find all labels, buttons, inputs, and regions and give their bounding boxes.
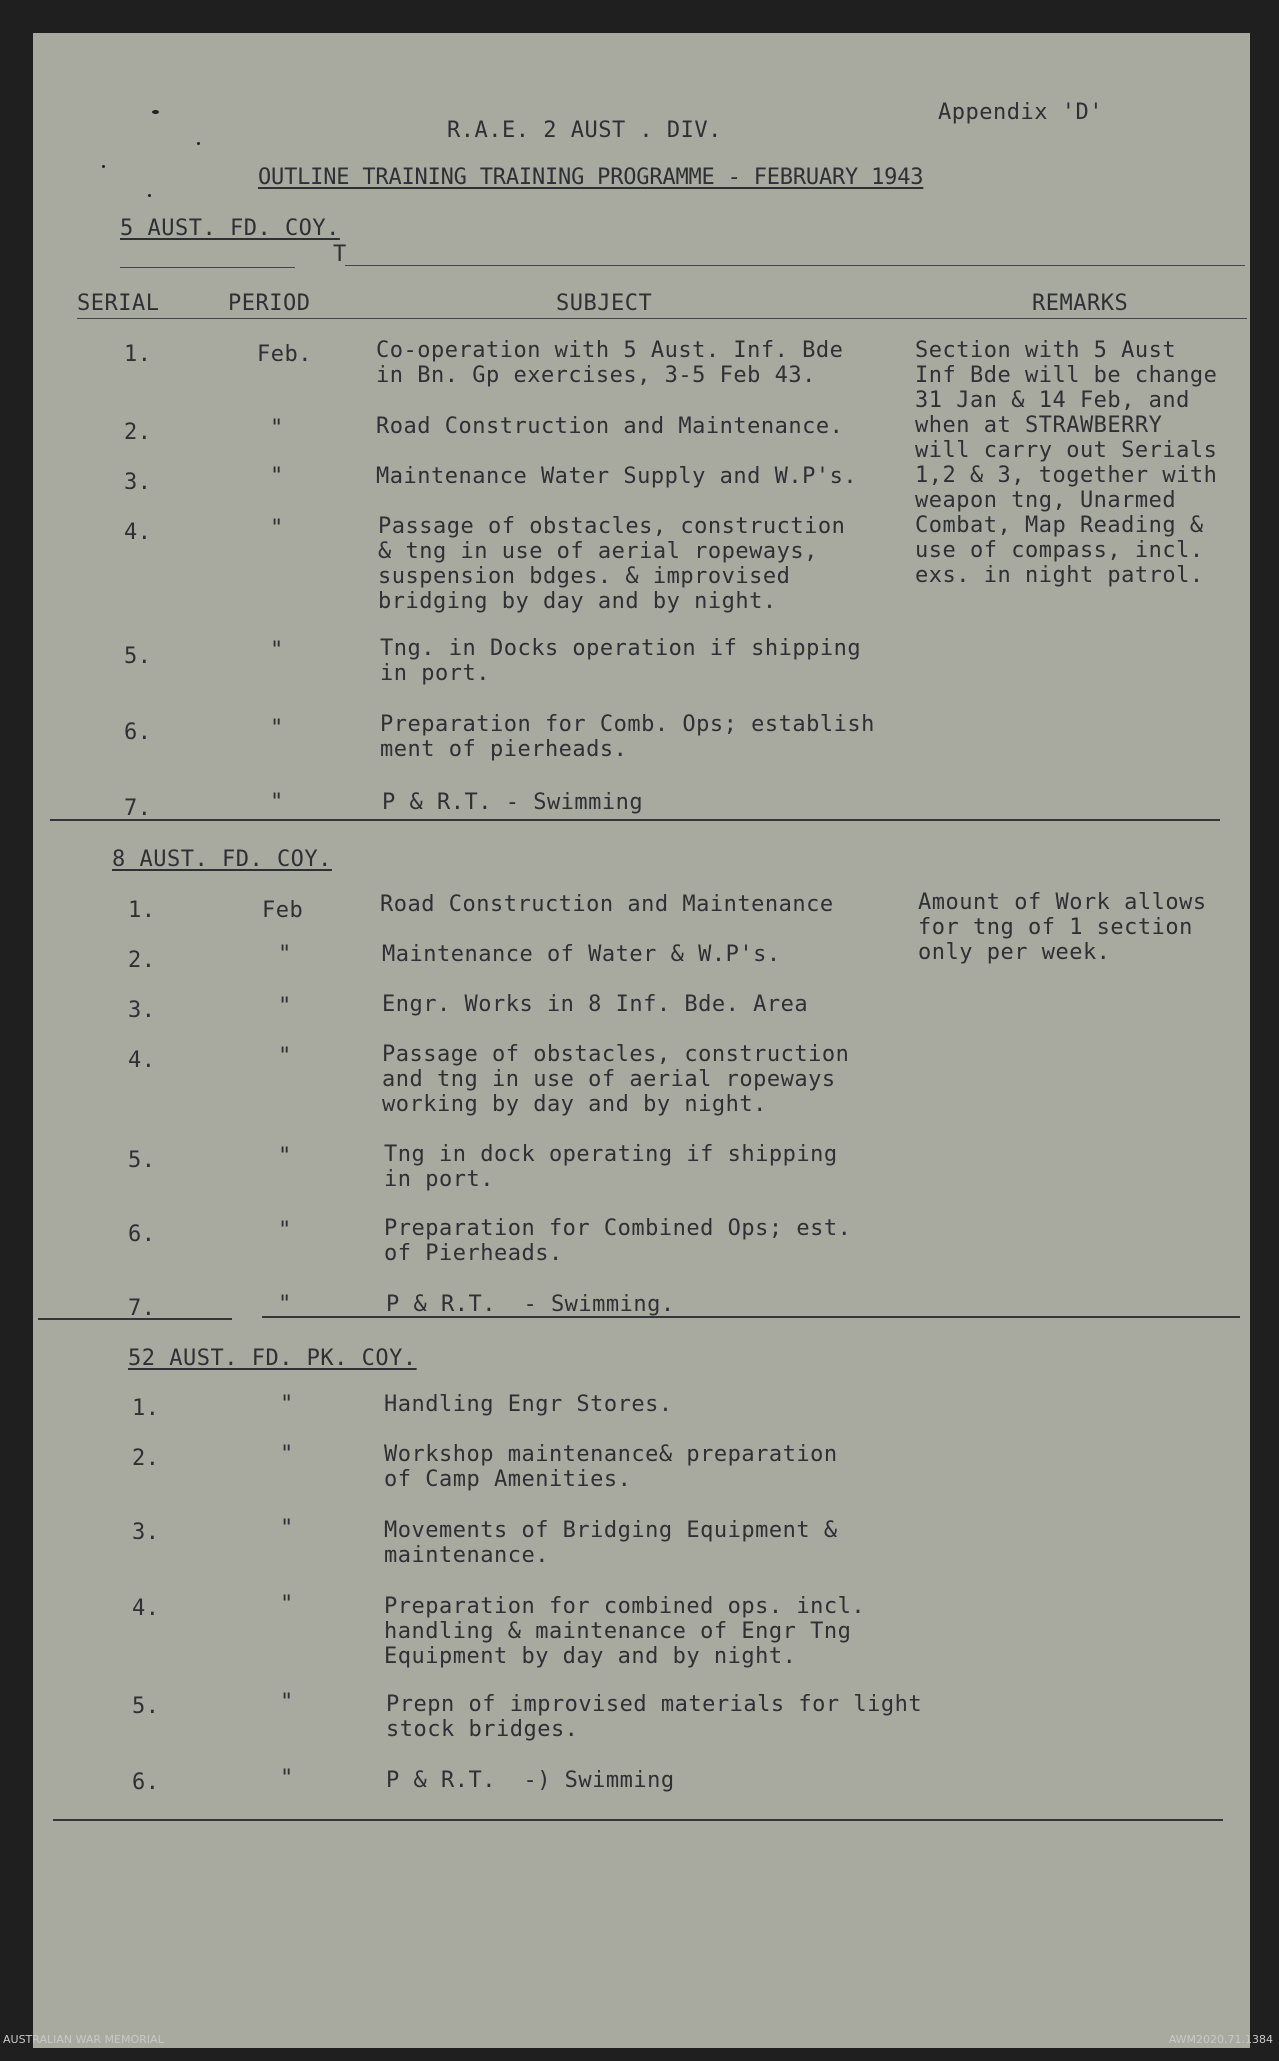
column-header-serial: SERIAL <box>77 291 160 316</box>
row-subject: Maintenance of Water & W.P's. <box>382 942 781 967</box>
appendix-label: Appendix 'D' <box>938 100 1103 125</box>
unit-heading: R.A.E. 2 AUST . DIV. <box>447 118 722 143</box>
ink-speck <box>102 165 105 168</box>
section-divider <box>53 1819 1223 1821</box>
remarks-text: Section with 5 Aust Inf Bde will be change 31 Jan & 14 Feb, and when at STRAWBERRY will carry out Serials 1,2 & 3, together with weapon tng, Unarmed Combat, Map Reading & use of compass, incl. exs. in night patrol. <box>915 338 1218 588</box>
footer-credit: AUSTRALIAN WAR MEMORIAL <box>3 2033 164 2046</box>
row-subject: Preparation for Combined Ops; est. of Pierheads. <box>384 1216 852 1266</box>
row-serial: 5. <box>124 644 152 669</box>
remarks-text: Amount of Work allows for tng of 1 section only per week. <box>918 890 1207 965</box>
row-period: " <box>280 1442 294 1467</box>
row-period: " <box>280 1516 294 1541</box>
row-serial: 2. <box>128 948 156 973</box>
row-serial: 4. <box>128 1048 156 1073</box>
row-period: Feb <box>262 898 304 923</box>
rule <box>345 265 1245 266</box>
row-period: " <box>278 1044 292 1069</box>
section-divider <box>50 819 1220 821</box>
row-subject: Road Construction and Maintenance. <box>376 414 844 439</box>
row-serial: 5. <box>128 1148 156 1173</box>
row-serial: 2. <box>124 420 152 445</box>
document-title: OUTLINE TRAINING TRAINING PROGRAMME - FEBRUARY 1943 <box>258 165 924 190</box>
ink-speck <box>152 110 159 114</box>
row-subject: Workshop maintenance& preparation of Camp Amenities. <box>384 1442 838 1492</box>
row-period: " <box>270 516 284 541</box>
row-period: " <box>280 1592 294 1617</box>
row-serial: 6. <box>124 720 152 745</box>
row-period: " <box>270 416 284 441</box>
row-subject: Prepn of improvised materials for light stock bridges. <box>386 1692 923 1742</box>
section-heading-2: 8 AUST. FD. COY. <box>112 847 332 872</box>
section-divider <box>262 1316 1240 1318</box>
row-serial: 3. <box>132 1520 160 1545</box>
row-subject: P & R.T. -) Swimming <box>386 1768 675 1793</box>
ink-speck <box>148 194 151 197</box>
rule <box>120 267 295 268</box>
document-page <box>33 33 1250 2048</box>
row-subject: Handling Engr Stores. <box>384 1392 673 1417</box>
row-period: " <box>278 1218 292 1243</box>
row-serial: 7. <box>124 796 152 821</box>
row-serial: 1. <box>124 342 152 367</box>
row-period: " <box>280 1690 294 1715</box>
row-period: " <box>278 1292 292 1317</box>
column-header-subject: SUBJECT <box>556 291 653 316</box>
row-serial: 7. <box>128 1296 156 1321</box>
row-subject: Preparation for combined ops. incl. handling & maintenance of Engr Tng Equipment by day and by night. <box>384 1594 866 1669</box>
row-subject: Co-operation with 5 Aust. Inf. Bde in Bn. Gp exercises, 3-5 Feb 43. <box>376 338 844 388</box>
row-subject: Road Construction and Maintenance <box>380 892 834 917</box>
row-serial: 5. <box>132 1694 160 1719</box>
row-subject: Passage of obstacles, construction and tng in use of aerial ropeways working by day and by night. <box>382 1042 850 1117</box>
footer-accession-number: AWM2020.71.1384 <box>1168 2033 1273 2046</box>
row-serial: 1. <box>132 1396 160 1421</box>
row-serial: 3. <box>128 998 156 1023</box>
row-subject: Passage of obstacles, construction & tng in use of aerial ropeways, suspension bdges. & improvised bridging by day and by night. <box>378 514 846 614</box>
row-period: " <box>278 994 292 1019</box>
row-period: " <box>270 716 284 741</box>
row-subject: Preparation for Comb. Ops; establish ment of pierheads. <box>380 712 875 762</box>
row-serial: 6. <box>128 1222 156 1247</box>
row-subject: Tng. in Docks operation if shipping in port. <box>380 636 862 686</box>
row-serial: 1. <box>128 898 156 923</box>
row-period: " <box>280 1392 294 1417</box>
row-period: Feb. <box>257 342 312 367</box>
row-period: " <box>270 638 284 663</box>
stray-mark: T <box>333 242 347 267</box>
row-period: " <box>270 790 284 815</box>
row-subject: Movements of Bridging Equipment & maintenance. <box>384 1518 838 1568</box>
section-heading-1: 5 AUST. FD. COY. <box>120 216 340 241</box>
row-subject: Tng in dock operating if shipping in port. <box>384 1142 838 1192</box>
row-period: " <box>278 1144 292 1169</box>
row-serial: 3. <box>124 470 152 495</box>
row-serial: 4. <box>124 520 152 545</box>
ink-speck <box>197 142 200 145</box>
row-serial: 6. <box>132 1770 160 1795</box>
section-divider <box>38 1318 232 1320</box>
row-subject: Engr. Works in 8 Inf. Bde. Area <box>382 992 809 1017</box>
column-header-remarks: REMARKS <box>1032 291 1129 316</box>
row-period: " <box>278 942 292 967</box>
row-subject: Maintenance Water Supply and W.P's. <box>376 464 858 489</box>
rule <box>77 318 1247 319</box>
section-heading-3: 52 AUST. FD. PK. COY. <box>128 1346 417 1371</box>
row-serial: 4. <box>132 1596 160 1621</box>
row-serial: 2. <box>132 1446 160 1471</box>
column-header-period: PERIOD <box>228 291 311 316</box>
row-subject: P & R.T. - Swimming <box>382 790 644 815</box>
row-period: " <box>280 1766 294 1791</box>
row-period: " <box>270 464 284 489</box>
row-subject: P & R.T. - Swimming. <box>386 1292 675 1317</box>
